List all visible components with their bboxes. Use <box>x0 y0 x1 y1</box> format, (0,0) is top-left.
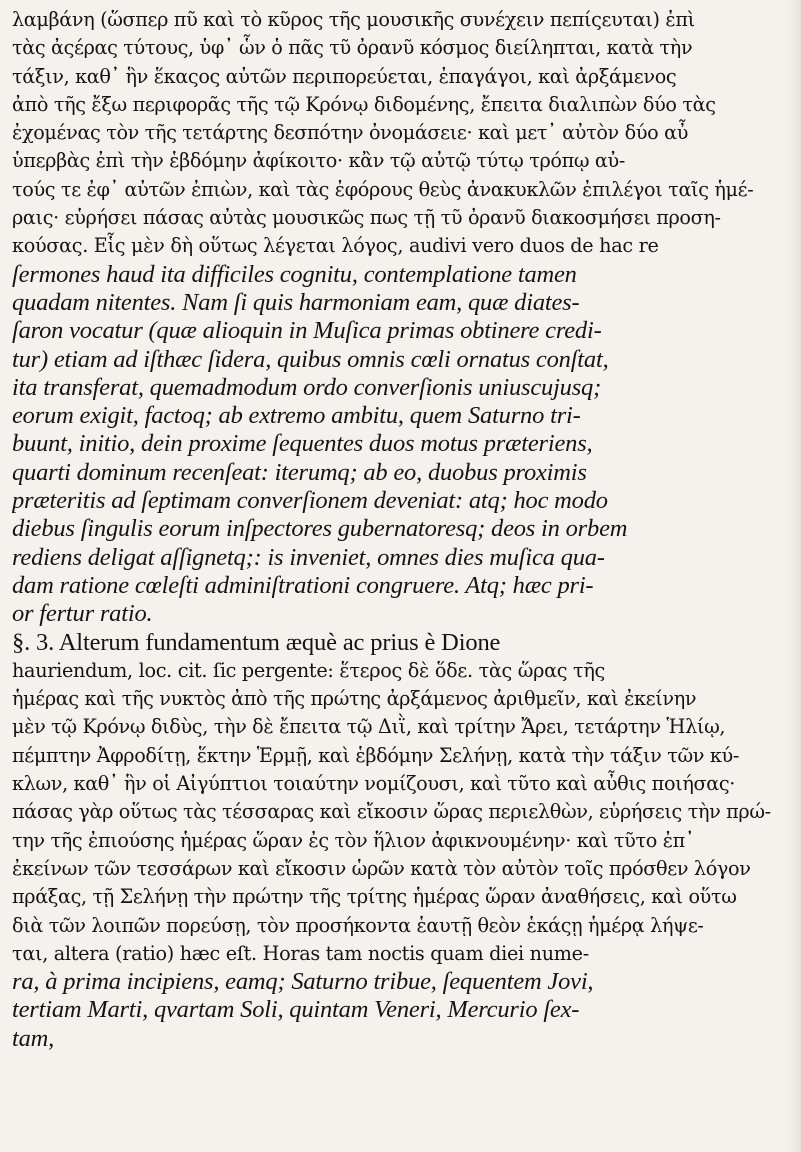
text-line-27: πέμπτην Ἀφροδίτῃ, ἕκτην Ἑρμῇ, καὶ ἑβδόμην Σελήνῃ, κατὰ τὴν τάξιν τῶν κύ- <box>12 743 739 767</box>
text-line-25: ἡμέρας καὶ τῆς νυκτὸς ἀπὸ τῆς πρώτης ἀρξάμενος ἀριθμεῖν, καὶ ἐκείνην <box>12 687 697 711</box>
text-line-36: tertiam Marti, qvartam Soli, quintam Veneri, Mercurio ſex- <box>12 996 580 1024</box>
text-line-32: πράξας, τῇ Σελήνῃ τὴν πρώτην τῆς τρίτης ἡμέρας ὥραν ἀναθήσεις, καὶ οὕτω <box>12 885 737 909</box>
text-line-26: μὲν τῷ Κρόνῳ διδὺς, τὴν δὲ ἔπειτα τῷ Διῒ, καὶ τρίτην Ἄρει, τετάρτην Ἡλίῳ, <box>12 715 726 739</box>
text-line-8: ραις· εὑρήσει πάσας αὐτὰς μουσικῶς πως τῇ τῦ ὀρανῦ διακοσμήσει προση- <box>12 206 721 230</box>
text-line-6: ὑπερβὰς ἐπὶ τὴν ἑβδόμην ἀφίκοιτο· κἂν τῷ αὐτῷ τύτῳ τρόπῳ αὐ- <box>12 149 625 173</box>
text-line-21: dam ratione cœleſti adminiſtrationi congruere. Atq; hæc pri- <box>12 571 594 599</box>
text-line-14: ita transferat, quemadmodum ordo converſionis uniuscujusq; <box>12 373 602 401</box>
text-line-16: buunt, initio, dein proxime ſequentes duos motus præteriens, <box>12 430 593 458</box>
text-line-4: ἀπὸ τῆς ἔξω περιφορᾶς τῆς τῷ Κρόνῳ διδομένης, ἔπειτα διαλιπὼν δύο τὰς <box>12 92 716 116</box>
text-line-18: præteritis ad ſeptimam converſionem deveniat: atq; hoc modo <box>12 487 608 515</box>
text-line-24: hauriendum, loc. cit. ſic pergente: ἕτερος δὲ ὅδε. τὰς ὥρας τῆς <box>12 658 605 682</box>
text-line-22: or fertur ratio. <box>12 600 153 628</box>
text-line-9: κούσας. Εἷς μὲν δὴ οὕτως λέγεται λόγος, audivi vero duos de hac re <box>12 234 659 258</box>
body-text <box>12 6 792 1053</box>
text-line-31: ἐκείνων τῶν τεσσάρων καὶ εἴκοσιν ὡρῶν κατὰ τὸν αὐτὸν τοῖς πρόσθεν λόγον <box>12 856 751 880</box>
text-line-13: tur) etiam ad iſthæc ſidera, quibus omnis cœli ornatus conſtat, <box>12 345 609 373</box>
text-line-29: πάσας γὰρ οὕτως τὰς τέσσαρας καὶ εἴκοσιν ὥρας περιελθὼν, εὑρήσεις τὴν πρώ- <box>12 800 771 824</box>
text-line-30: την τῆς ἐπιούσης ἡμέρας ὥραν ἐς τὸν ἥλιον ἀφικνουμένην· καὶ τῦτο ἐπ᾽ <box>12 828 695 852</box>
text-line-17: quarti dominum recenſeat: iterumq; ab eo, duobus proximis <box>12 458 587 486</box>
text-line-19: diebus ſingulis eorum inſpectores gubernatoresq; deos in orbem <box>12 515 628 543</box>
text-line-15: eorum exigit, factoq; ab extremo ambitu, quem Saturno tri- <box>12 402 581 430</box>
text-line-34: ται, altera (ratio) hæc eſt. Horas tam noctis quam diei nume- <box>12 941 589 965</box>
text-line-28: κλων, καθ᾽ ἣν οἱ Αἰγύπτιοι τοιαύτην νομίζουσι, καὶ τῦτο καὶ αὖθις ποιήσας· <box>12 772 735 796</box>
text-line-5: ἐχομένας τὸν τῆς τετάρτης δεσπότην ὀνομάσειε· καὶ μετ᾽ αὐτὸν δύο αὖ <box>12 121 689 145</box>
page-edge-shadow <box>787 0 801 1152</box>
text-line-35: ra, à prima incipiens, eamq; Saturno tribue, ſequentem Jovi, <box>12 968 594 996</box>
text-line-10: ſermones haud ita difficiles cognitu, contemplatione tamen <box>12 260 577 288</box>
text-line-1: λαμβάνη (ὥσπερ πῦ καὶ τὸ κῦρος τῆς μουσικῆς συνέχειν πεπίςευται) ἐπὶ <box>12 8 695 31</box>
text-line-11: quadam nitentes. Nam ſi quis harmoniam eam, quæ diates- <box>12 288 580 316</box>
text-line-20: rediens deligat aſſignetq;: is inveniet, omnes dies muſica qua- <box>12 543 605 571</box>
text-line-2: τὰς ἀςέρας τύτους, ὑφ᾽ ὧν ὁ πᾶς τῦ ὀρανῦ κόσμος διείληπται, κατὰ τὴν <box>12 36 693 60</box>
text-line-12: ſaron vocatur (quæ alioquin in Muſica primas obtinere credi- <box>12 317 602 345</box>
text-line-7: τούς τε ἐφ᾽ αὐτῶν ἐπιὼν, καὶ τὰς ἐφόρους θεὺς ἀνακυκλῶν ἐπιλέγοι ταῖς ἡμέ- <box>12 177 754 201</box>
text-line-3: τάξιν, καθ᾽ ἣν ἕκαςος αὐτῶν περιπορεύεται, ἐπαγάγοι, καὶ ἀρξάμενος <box>12 64 677 88</box>
section-heading-line: §. 3. Alterum fundamentum æquè ac prius è Dione <box>12 628 501 656</box>
text-line-37: tam, <box>12 1024 55 1052</box>
text-line-33: διὰ τῶν λοιπῶν πορεύσῃ, τὸν προσήκοντα ἑαυτῇ θεὸν ἑκάςῃ ἡμέρᾳ λήψε- <box>12 913 704 937</box>
